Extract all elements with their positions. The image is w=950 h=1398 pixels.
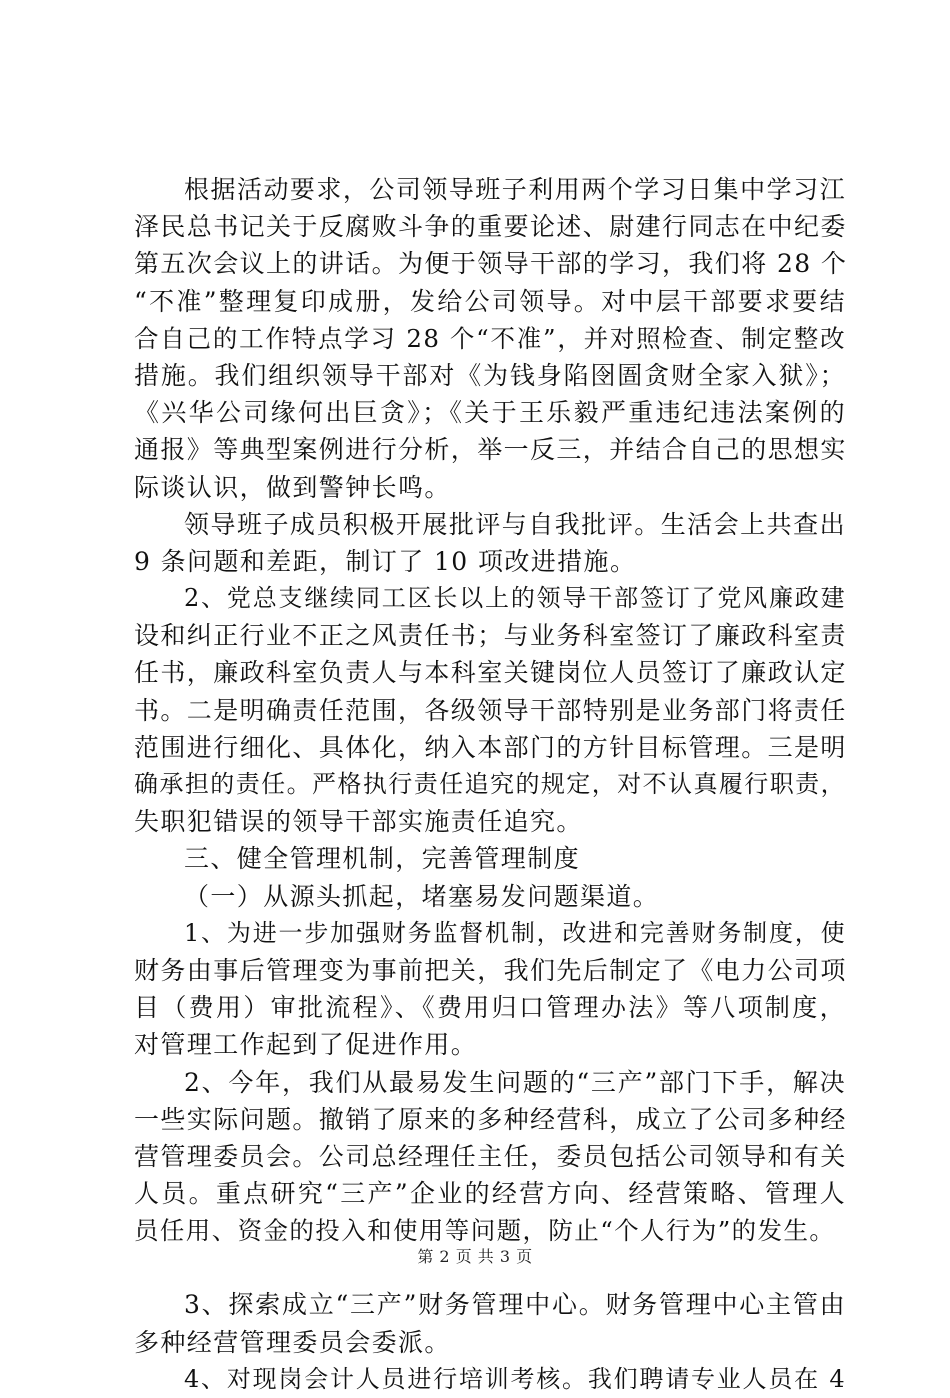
text-line: 对管理工作起到了促进作用。	[134, 1030, 478, 1060]
text-line: 第五次会议上的讲话。为便于领导干部的学习，我们将 28 个	[134, 249, 848, 279]
text-line: 确承担的责任。严格执行责任追究的规定，对不认真履行职责，	[134, 770, 846, 798]
text-line: 设和纠正行业不正之风责任书；与业务科室签订了廉政科室责	[134, 621, 847, 651]
text-line: 1、为进一步加强财务监督机制，改进和完善财务制度，使	[184, 918, 846, 947]
text-line: 领导班子成员积极开展批评与自我批评。生活会上共查出	[184, 509, 846, 539]
text-line: 2、党总支继续同工区长以上的领导干部签订了党风廉政建	[184, 584, 846, 613]
text-line: 人员。重点研究“三产”企业的经营方向、经营策略、管理人	[134, 1179, 846, 1209]
text-line: 2、今年，我们从最易发生问题的“三产”部门下手，解决	[184, 1067, 846, 1097]
text-line: 根据活动要求，公司领导班子利用两个学习日集中学习江	[184, 175, 846, 204]
document-body	[134, 171, 846, 1398]
text-line: 任书，廉政科室负责人与本科室关键岗位人员签订了廉政认定	[134, 658, 847, 688]
text-line: 通报》等典型案例进行分析，举一反三，并结合自己的思想实	[134, 435, 847, 465]
text-line: （一）从源头抓起，堵塞易发问题渠道。	[184, 881, 660, 911]
text-line: 9 条问题和差距，制订了 10 项改进措施。	[134, 546, 637, 576]
text-line: 际谈认识，做到警钟长鸣。	[134, 472, 451, 502]
text-line: 4、对现岗会计人员进行培训考核。我们聘请专业人员在 4	[184, 1364, 846, 1393]
text-line: 范围进行细化、具体化，纳入本部门的方针目标管理。三是明	[134, 732, 847, 762]
text-line: 泽民总书记关于反腐败斗争的重要论述、尉建行同志在中纪委	[134, 212, 847, 242]
text-line: 书。二是明确责任范围，各级领导干部特别是业务部门将责任	[134, 695, 847, 725]
page-footer: 第 2 页 共 3 页	[417, 1247, 533, 1266]
text-line: 一些实际问题。撤销了原来的多种经营科，成立了公司多种经	[134, 1104, 847, 1134]
text-line: 合自己的工作特点学习 28 个“不准”，并对照检查、制定整改	[134, 323, 846, 353]
text-line: 营管理委员会。公司总经理任主任，委员包括公司领导和有关	[134, 1141, 847, 1171]
text-line: 三、健全管理机制，完善管理制度	[184, 844, 581, 874]
text-line: 多种经营管理委员会委派。	[134, 1327, 451, 1357]
text-line: 措施。我们组织领导干部对《为钱身陷囹圄贪财全家入狱》；	[134, 360, 846, 390]
text-line: 员任用、资金的投入和使用等问题，防止“个人行为”的发生。	[134, 1216, 836, 1246]
text-line: 目（费用）审批流程》、《费用归口管理办法》等八项制度，	[134, 993, 846, 1023]
text-line: 财务由事后管理变为事前把关，我们先后制定了《电力公司项	[134, 955, 847, 985]
text-line: 《兴华公司缘何出巨贪》；《关于王乐毅严重违纪违法案例的	[134, 398, 846, 428]
text-line: “不准”整理复印成册，发给公司领导。对中层干部要求要结	[134, 286, 846, 316]
text-line: 失职犯错误的领导干部实施责任追究。	[134, 807, 583, 837]
text-line: 3、探索成立“三产”财务管理中心。财务管理中心主管由	[184, 1290, 846, 1320]
